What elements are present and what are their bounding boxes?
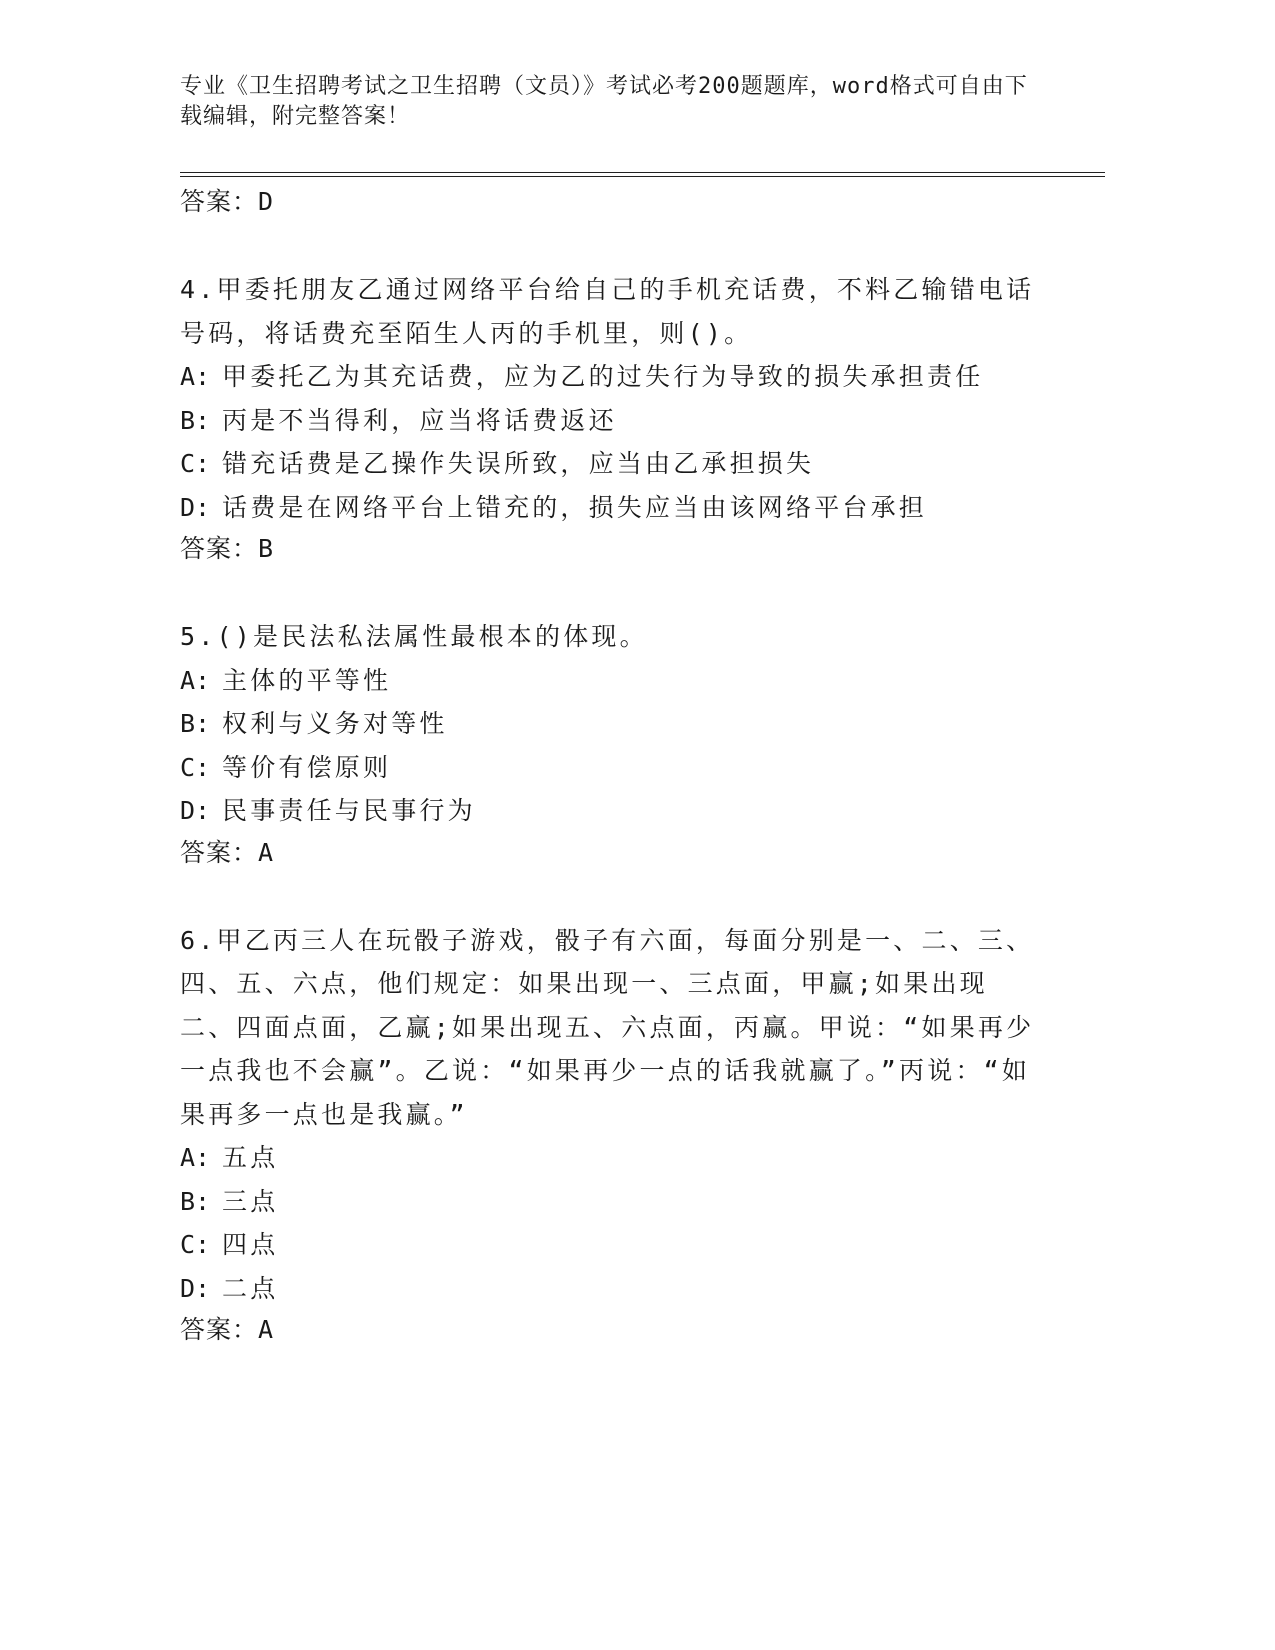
option-text: 民事责任与民事行为 [222, 796, 476, 825]
option-b [180, 1180, 1040, 1224]
document-header: 专业《卫生招聘考试之卫生招聘（文员）》考试必考200题题库，word格式可自由下载编辑，附完整答案！ [180, 74, 1028, 129]
answer-line: 答案：B [180, 534, 275, 563]
option-text: 主体的平等性 [222, 665, 392, 695]
option-text: 错充话费是乙操作失误所致，应当由乙承担损失 [222, 449, 815, 478]
option-letter: B: [180, 1186, 211, 1216]
question-stem: 6.甲乙丙三人在玩骰子游戏，骰子有六面，每面分别是一、二、三、四、五、六点，他们规定：如果出现一、三点面，甲赢;如果出现二、四面点面，乙赢;如果出现五、六点面，丙赢。甲说：“如果再少一点我也不会赢”。乙说：“如果再少一点的话我就赢了。”丙说：“如果再多一点也是我赢。” [180, 925, 1035, 1129]
option-letter: D: [180, 796, 211, 825]
option-letter: A: [180, 1143, 211, 1172]
option-b [180, 399, 1040, 443]
option-d [180, 789, 1040, 833]
question-5 [180, 615, 1040, 873]
option-b [180, 702, 1040, 746]
question-stem: 5.()是民法私法属性最根本的体现。 [180, 622, 648, 651]
option-letter: C: [180, 752, 211, 782]
option-text: 甲委托乙为其充话费，应为乙的过失行为导致的损失承担责任 [222, 362, 984, 391]
answer-line: 答案：A [180, 1315, 275, 1344]
option-text: 五点 [222, 1143, 279, 1172]
option-letter: A: [180, 665, 211, 695]
option-text: 等价有偿原则 [222, 752, 392, 782]
option-a [180, 659, 1040, 703]
option-text: 丙是不当得利，应当将话费返还 [222, 405, 617, 435]
header-rule-top [180, 172, 1105, 173]
option-letter: B: [180, 709, 211, 738]
question-6 [180, 919, 1040, 1351]
option-letter: C: [180, 449, 211, 478]
option-letter: C: [180, 1230, 211, 1259]
option-letter: B: [180, 405, 211, 435]
option-a [180, 1136, 1040, 1180]
question-stem: 4.甲委托朋友乙通过网络平台给自己的手机充话费，不料乙输错电话号码，将话费充至陌生人丙的手机里，则()。 [180, 275, 1035, 348]
option-letter: D: [180, 1273, 211, 1303]
option-letter: D: [180, 492, 211, 522]
question-list [180, 182, 1040, 1396]
header-rule-bottom [180, 176, 1105, 177]
question-4 [180, 268, 1040, 569]
previous-answer: 答案：D [180, 187, 275, 216]
option-c [180, 442, 1040, 486]
option-text: 三点 [222, 1186, 279, 1216]
option-text: 权利与义务对等性 [222, 709, 448, 738]
option-text: 话费是在网络平台上错充的，损失应当由该网络平台承担 [222, 492, 928, 522]
option-letter: A: [180, 362, 211, 391]
option-a [180, 355, 1040, 399]
option-d [180, 486, 1040, 530]
answer-line: 答案：A [180, 837, 275, 867]
option-c [180, 1223, 1040, 1267]
option-d [180, 1267, 1040, 1311]
option-text: 四点 [222, 1230, 279, 1259]
option-text: 二点 [222, 1273, 279, 1303]
option-c [180, 746, 1040, 790]
